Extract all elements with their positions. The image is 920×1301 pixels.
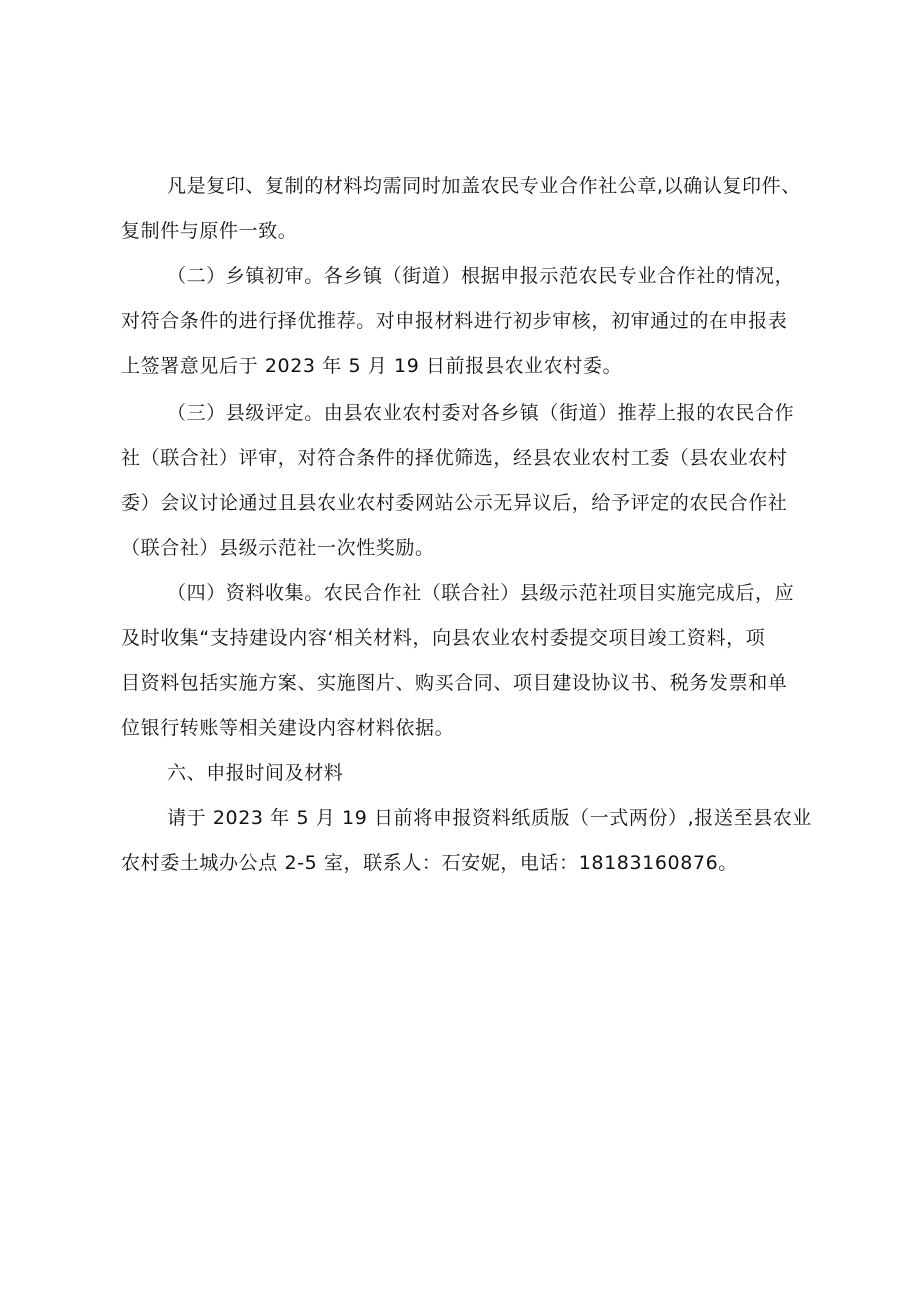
paragraph-line: 及时收集“支持建设内容‘相关材料，向县农业农村委提交项目竣工资料，项 <box>121 627 766 649</box>
paragraph-line: 社（联合社）评审，对符合条件的择优筛选，经县农业农村工委（县农业农村 <box>121 447 788 469</box>
paragraph-line: 请于 2023 年 5 月 19 日前将申报资料纸质版（一式两份）,报送至县农业 <box>167 807 812 829</box>
paragraph-line: 复制件与原件一致。 <box>121 220 298 242</box>
paragraph-line: （四）资料收集。农民合作社（联合社）县级示范社项目实施完成后，应 <box>167 582 795 604</box>
paragraph-line: （三）县级评定。由县农业农村委对各乡镇（街道）推荐上报的农民合作 <box>167 402 795 424</box>
paragraph-line: 农村委土城办公点 2-5 室，联系人：石安妮，电话：18183160876。 <box>121 852 738 874</box>
paragraph-line: 上签署意见后于 2023 年 5 月 19 日前报县农业农村委。 <box>121 355 623 377</box>
paragraph-line: 对符合条件的进行择优推荐。对申报材料进行初步审核，初审通过的在申报表 <box>121 310 788 332</box>
paragraph-line: 委）会议讨论通过且县农业农村委网站公示无异议后，给予评定的农民合作社 <box>121 492 788 514</box>
paragraph-line: 凡是复印、复制的材料均需同时加盖农民专业合作社公章,以确认复印件、 <box>167 175 801 197</box>
paragraph-line: 目资料包括实施方案、实施图片、购买合同、项目建设协议书、税务发票和单 <box>121 672 788 694</box>
section-heading: 六、申报时间及材料 <box>167 762 344 784</box>
paragraph-line: 位银行转账等相关建设内容材料依据。 <box>121 717 455 739</box>
paragraph-line: （二）乡镇初审。各乡镇（街道）根据申报示范农民专业合作社的情况， <box>167 265 795 287</box>
paragraph-line: （联合社）县级示范社一次性奖励。 <box>121 537 435 559</box>
